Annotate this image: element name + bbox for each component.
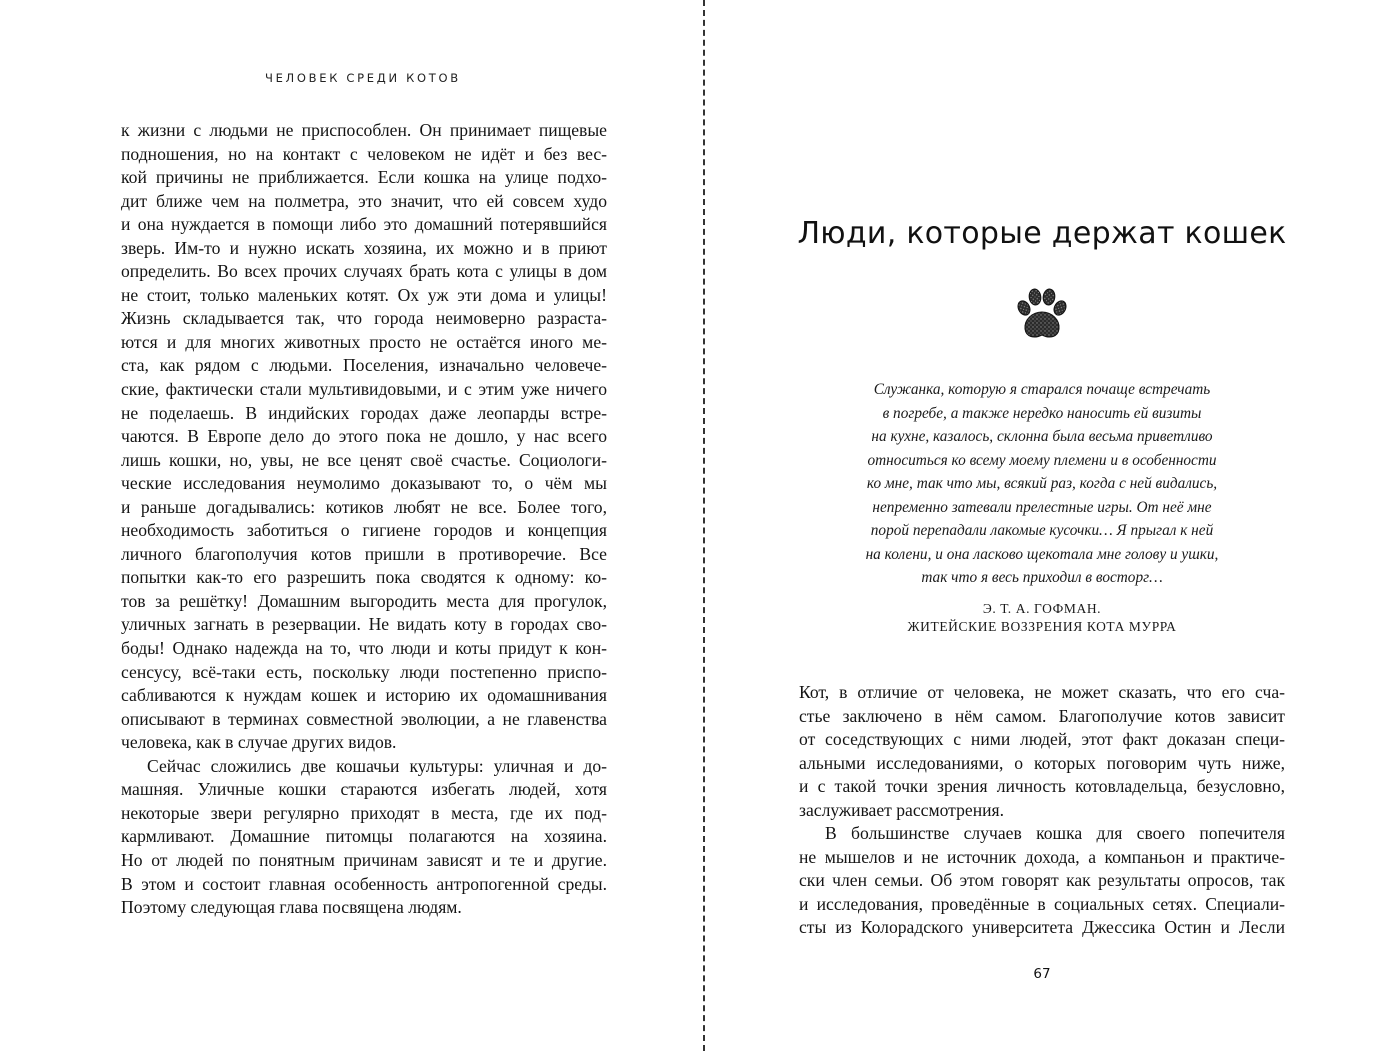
text-line: альными исследованиями, о которых поговорим чуть ниже,	[799, 752, 1285, 773]
right-paragraph-1	[799, 681, 1285, 822]
text-line: не поделаешь. В индийских городах даже леопарды встре-	[121, 402, 607, 423]
text-line: в погребе, а также нередко наносить ей визиты	[882, 404, 1202, 422]
text-line: так что я весь приходил в восторг…	[921, 569, 1163, 586]
text-line: Сейчас сложились две кошачьи культуры: уличная и до-	[147, 755, 607, 776]
epigraph-quote	[706, 378, 1378, 590]
text-line: дит ближе чем на полметра, это значит, что ей совсем худо	[121, 190, 607, 211]
text-line: Но от людей по понятным причинам зависят и те и другие.	[121, 849, 607, 870]
left-body-text	[121, 119, 607, 920]
right-paragraph-2	[799, 822, 1285, 940]
left-paragraph-2	[121, 755, 607, 920]
text-line: ческие исследования неумолимо доказывают то, о чём мы	[121, 473, 607, 494]
text-line: некоторые звери регулярно приходят в места, где их под-	[121, 802, 607, 823]
text-line: тов за решётку! Домашним выгородить места для прогулок,	[121, 590, 607, 611]
text-line: В этом и состоит главная особенность антропогенной среды.	[121, 873, 607, 894]
text-line: на колени, и она ласково щекотала мне голову и ушки,	[865, 545, 1219, 563]
text-line: сенсусу, всё-таки есть, поскольку люди постепенно приспо-	[121, 661, 607, 682]
text-line: ко мне, так что мы, всякий раз, когда с ней видались,	[866, 475, 1218, 492]
text-line: сабливаются к нуждам кошек и историю их одомашнивания	[121, 685, 607, 706]
chapter-title: Люди, которые держат кошек	[797, 216, 1287, 251]
text-line: описывают в терминах совместной эволюции, а не главенства	[121, 708, 607, 729]
text-line: не мышелов и не источник дохода, а компаньон и практиче-	[799, 846, 1285, 867]
text-line: и с такой точки зрения личность котовладельца, безусловно,	[799, 776, 1285, 797]
attribution-work: ЖИТЕЙСКИЕ ВОЗЗРЕНИЯ КОТА МУРРА	[907, 619, 1177, 634]
page-number: 67	[1033, 966, 1051, 982]
right-body-text	[799, 681, 1285, 940]
text-line: подношения, но на контакт с человеком не идёт и без вес-	[121, 143, 607, 164]
text-line: В большинстве случаев кошка для своего попечителя	[825, 823, 1285, 844]
text-line: кармливают. Домашние питомцы полагаются на хозяина.	[121, 826, 607, 847]
text-line: ские, фактически стали мультивидовыми, и с этим уже ничего	[121, 379, 607, 400]
text-line: ются и для многих животных просто не остаётся иного ме-	[121, 331, 607, 352]
text-line: Служанка, которую я старался почаще встречать	[873, 381, 1211, 398]
text-line: сты из Колорадского университета Джессика Остин и Лесли	[799, 917, 1285, 938]
text-line: на кухне, казалось, склонна была весьма приветливо	[871, 428, 1213, 445]
text-line: стье заключено в нём самом. Благополучие котов зависит	[799, 705, 1285, 726]
text-line: ста, как рядом с людьми. Поселения, изначально человече-	[121, 355, 607, 376]
text-line: кой причины не приближается. Если кошка на улице подхо-	[121, 167, 607, 188]
text-line: и раньше догадывались: котиков любят не все. Более того,	[121, 496, 607, 517]
text-line: уличных загнать в резервации. Не видать коту в городах сво-	[121, 614, 607, 635]
text-line: не стоит, только маленьких котят. Ох уж эти дома и улицы!	[121, 284, 607, 305]
text-line: и исследования, проведённые в социальных сетях. Специали-	[799, 893, 1285, 914]
text-line: и она нуждается в помощи либо это домашний потерявшийся	[121, 214, 607, 235]
text-line: чаются. В Европе дело до этого пока не дошло, у нас всего	[121, 426, 607, 447]
text-line: порой перепадали лакомые кусочки… Я прыгал к ней	[870, 522, 1214, 539]
text-line: личного благополучия котов пришли в противоречие. Все	[121, 543, 607, 564]
paw-print-icon	[1012, 286, 1072, 342]
right-page	[706, 0, 1399, 1051]
text-line: определить. Во всех прочих случаях брать кота с улицы в дом	[121, 261, 607, 282]
text-line: машняя. Уличные кошки стараются избегать людей, хотя	[121, 779, 607, 800]
text-line: к жизни с людьми не приспособлен. Он принимает пищевые	[121, 120, 607, 140]
epigraph-attribution	[706, 600, 1378, 636]
running-head: ЧЕЛОВЕК СРЕДИ КОТОВ	[265, 71, 461, 85]
text-line: относиться ко всему моему племени и в особенности	[867, 451, 1217, 469]
text-line: ски член семьи. Об этом говорят как результаты опросов, так	[799, 870, 1285, 891]
text-line: лишь кошки, но, увы, не все ценят своё счастье. Социологи-	[121, 449, 607, 470]
text-line: Кот, в отличие от человека, не может сказать, что его сча-	[799, 682, 1285, 702]
attribution-author: Э. Т. А. ГОФМАН.	[982, 601, 1102, 616]
text-line: от соседствующих с ними людей, этот факт доказан специ-	[799, 729, 1285, 750]
left-paragraph-1	[121, 119, 607, 755]
text-line: Поэтому следующая глава посвящена людям.	[121, 897, 462, 918]
text-line: необходимость заботиться о гигиене городов и концепция	[121, 520, 607, 541]
text-line: Жизнь складывается так, что города неимоверно разраста-	[121, 308, 607, 329]
page-divider	[703, 0, 705, 1051]
text-line: непременно затевали прелестные игры. От неё мне	[872, 498, 1212, 516]
text-line: попытки как-то его разрешить пока сводятся к одному: ко-	[121, 567, 607, 588]
text-line: заслуживает рассмотрения.	[799, 799, 1005, 820]
text-line: человека, как в случае других видов.	[121, 732, 397, 753]
text-line: боды! Однако надежда на то, что люди и коты придут к кон-	[121, 638, 607, 659]
text-line: зверь. Им-то и нужно искать хозяина, их можно и в приют	[121, 237, 607, 258]
